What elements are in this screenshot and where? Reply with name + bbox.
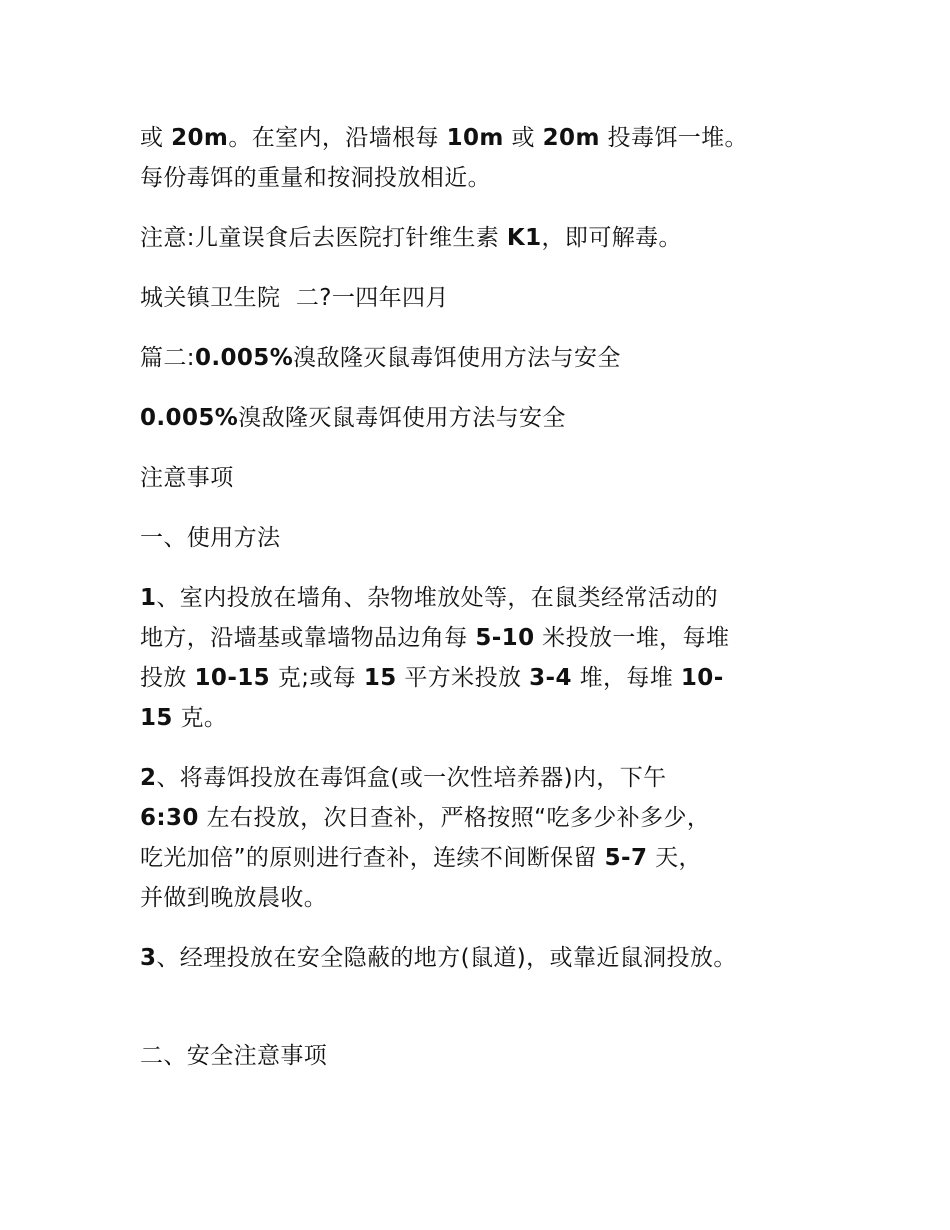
text-line (140, 118, 830, 158)
paragraph-usage-step-3 (140, 938, 830, 978)
text-run-bold: 3-4 (529, 665, 572, 691)
text-run: 投放 (140, 665, 195, 691)
document-title (140, 398, 830, 438)
text-run: 克。 (172, 705, 228, 731)
text-line: 一、使用方法 (140, 525, 281, 551)
text-run-bold: 15 (140, 705, 173, 731)
text-run: 或 (140, 125, 172, 151)
document-body (140, 118, 830, 1076)
text-run: 或 (503, 125, 543, 151)
text-run: 篇二: (140, 345, 195, 371)
text-run: 天， (647, 845, 702, 871)
paragraph-bait-placement (140, 118, 830, 198)
text-run: 、室内投放在墙角、杂物堆放处等，在鼠类经常活动的 (156, 585, 719, 611)
text-run-bold: 20m (542, 125, 600, 151)
heading-usage (140, 518, 830, 558)
text-run: 平方米投放 (396, 665, 530, 691)
text-line (140, 798, 830, 838)
text-line: 每份毒饵的重量和按洞投放相近。 (140, 165, 491, 191)
section-title-part-two (140, 338, 830, 378)
heading-precautions (140, 458, 830, 498)
text-run-bold: 10-15 (194, 665, 271, 691)
text-run-bold: 2 (140, 765, 157, 791)
text-run: 注意:儿童误食后去医院打针维生素 (140, 225, 507, 251)
paragraph-signature (140, 278, 830, 318)
text-run: ，即可解毒。 (541, 225, 682, 251)
text-run-bold: 0.005% (140, 405, 239, 431)
text-run: 左右投放，次日查补，严格按照“吃多少补多少， (198, 805, 711, 831)
paragraph-usage-step-1 (140, 578, 830, 738)
text-run: 堆，每堆 (571, 665, 681, 691)
text-run: 。在室内，沿墙根每 (228, 125, 447, 151)
text-line (140, 758, 830, 798)
text-run: 克;或每 (270, 665, 364, 691)
text-line: 二、安全注意事项 (140, 1043, 328, 1069)
paragraph-usage-step-2 (140, 758, 830, 918)
text-run: 地方，沿墙基或靠墙物品边角每 (140, 625, 476, 651)
text-run-bold: 15 (363, 665, 397, 691)
paragraph-antidote-note (140, 218, 830, 258)
text-run-bold: 3 (140, 945, 157, 971)
text-line (140, 618, 830, 658)
text-run-bold: 10- (680, 665, 724, 691)
text-line: 城关镇卫生院 二?一四年四月 (140, 285, 449, 311)
text-run: 溴敌隆灭鼠毒饵使用方法与安全 (238, 405, 566, 431)
text-line: 注意事项 (140, 465, 234, 491)
text-run: 米投放一堆，每堆 (534, 625, 730, 651)
text-run-bold: 10m (446, 125, 504, 151)
text-line (140, 398, 830, 438)
text-run: 投毒饵一堆。 (599, 125, 748, 151)
text-line (140, 338, 830, 378)
text-line (140, 578, 830, 618)
text-line (140, 218, 830, 258)
heading-safety-precautions (140, 1036, 830, 1076)
text-line (140, 698, 830, 738)
text-run-bold: 5-10 (475, 625, 535, 651)
text-run: 、将毒饵投放在毒饵盒(或一次性培养器)内，下午 (156, 765, 667, 791)
text-run: 、经理投放在安全隐蔽的地方(鼠道)，或靠近鼠洞投放。 (156, 945, 737, 971)
text-run-bold: 20m (171, 125, 229, 151)
text-line (140, 938, 830, 978)
text-run-bold: K1 (506, 225, 542, 251)
text-run-bold: 1 (140, 585, 157, 611)
text-line (140, 658, 830, 698)
text-line (140, 838, 830, 878)
text-run-bold: 5-7 (604, 845, 648, 871)
text-run: 溴敌隆灭鼠毒饵使用方法与安全 (293, 345, 621, 371)
text-run-bold: 0.005% (194, 345, 294, 371)
text-run-bold: 6:30 (140, 805, 199, 831)
text-line: 并做到晚放晨收。 (140, 885, 328, 911)
text-run: 吃光加倍”的原则进行查补，连续不间断保留 (140, 845, 605, 871)
